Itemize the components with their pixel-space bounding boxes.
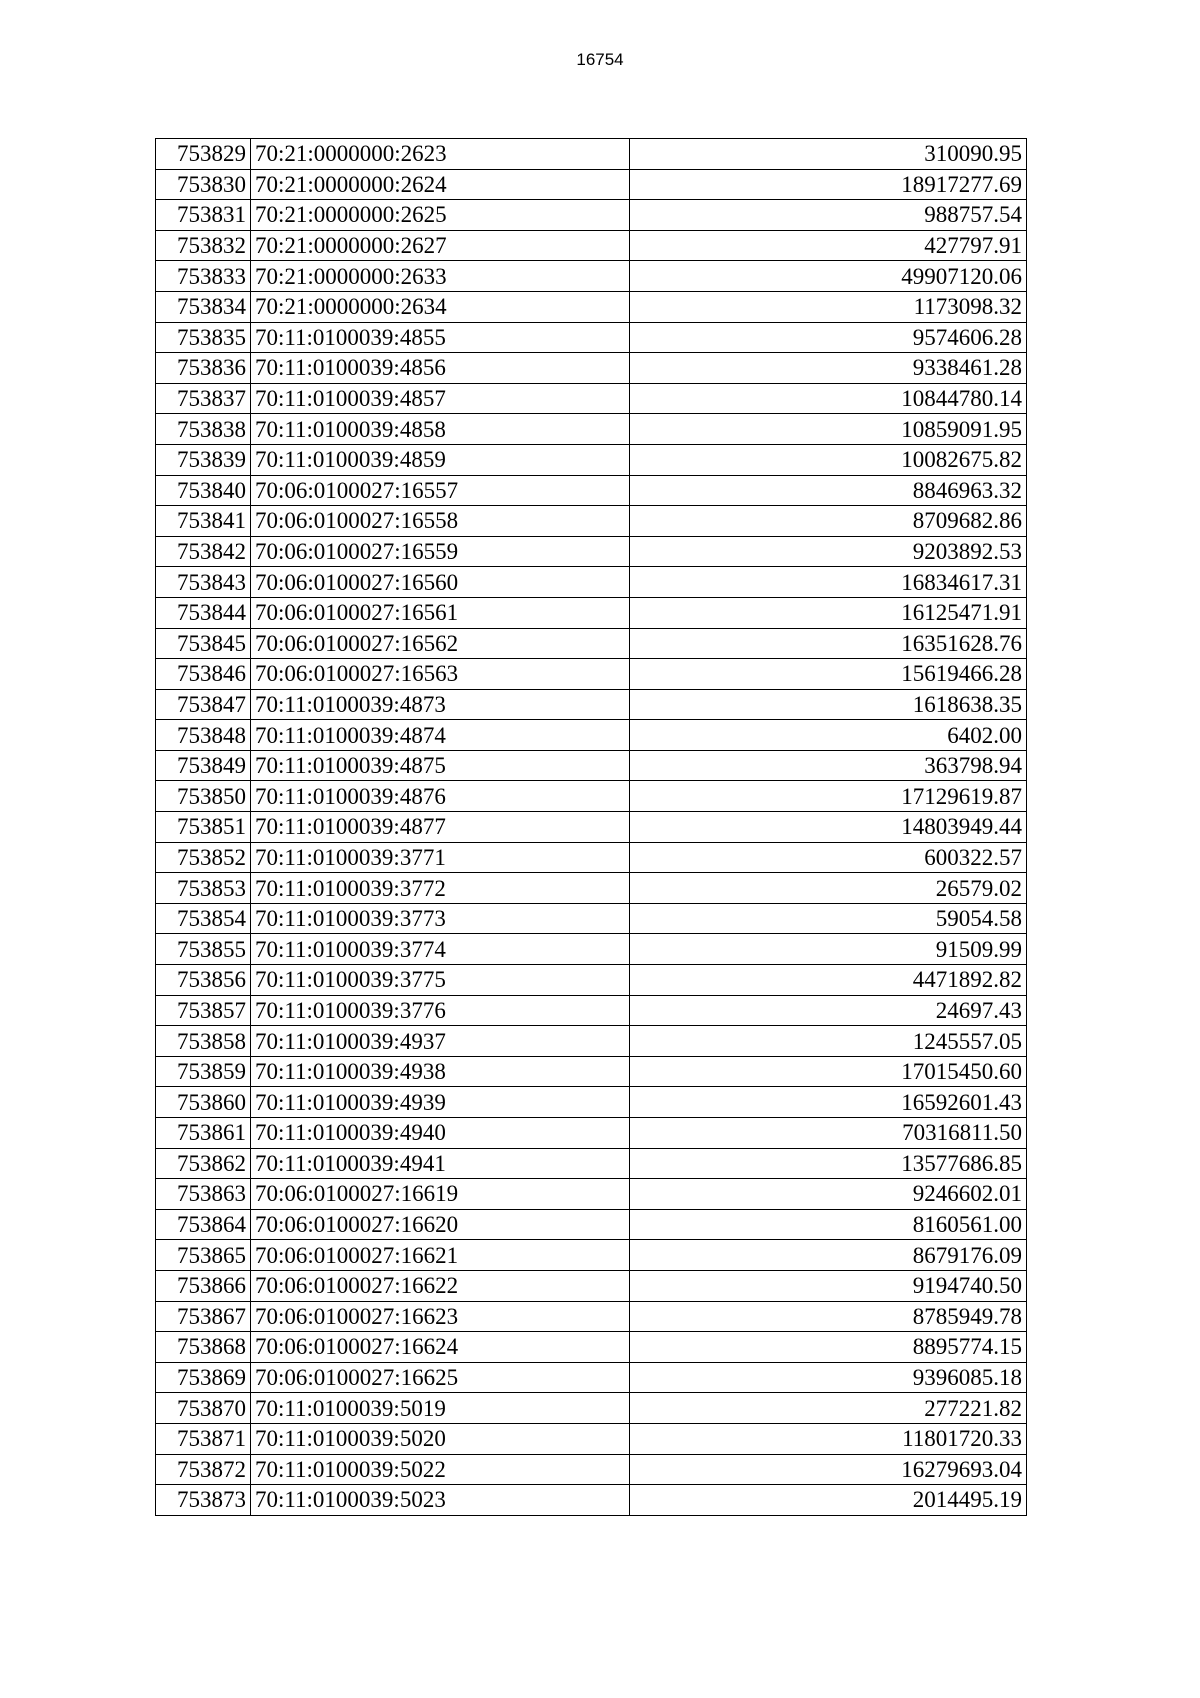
cadastral-number-cell: 70:11:0100039:4856 — [251, 353, 630, 384]
row-id-cell: 753845 — [156, 628, 251, 659]
table-row — [156, 1148, 1027, 1179]
cadastral-number-cell: 70:21:0000000:2627 — [251, 230, 630, 261]
row-id-cell: 753850 — [156, 781, 251, 812]
value-cell: 988757.54 — [630, 200, 1027, 231]
row-id-cell: 753861 — [156, 1118, 251, 1149]
row-id-cell: 753866 — [156, 1270, 251, 1301]
row-id-cell: 753844 — [156, 597, 251, 628]
table-row — [156, 414, 1027, 445]
table-row — [156, 965, 1027, 996]
table-row — [156, 1362, 1027, 1393]
cadastral-number-cell: 70:06:0100027:16560 — [251, 567, 630, 598]
cadastral-number-cell: 70:06:0100027:16623 — [251, 1301, 630, 1332]
value-cell: 1618638.35 — [630, 689, 1027, 720]
row-id-cell: 753847 — [156, 689, 251, 720]
value-cell: 59054.58 — [630, 903, 1027, 934]
table-row — [156, 1423, 1027, 1454]
table-row — [156, 1270, 1027, 1301]
value-cell: 49907120.06 — [630, 261, 1027, 292]
cadastral-number-cell: 70:11:0100039:3771 — [251, 842, 630, 873]
table-row — [156, 842, 1027, 873]
table-row — [156, 1026, 1027, 1057]
table-row — [156, 291, 1027, 322]
table-row — [156, 1454, 1027, 1485]
table-row — [156, 1087, 1027, 1118]
row-id-cell: 753854 — [156, 903, 251, 934]
value-cell: 10082675.82 — [630, 444, 1027, 475]
row-id-cell: 753857 — [156, 995, 251, 1026]
cadastral-number-cell: 70:21:0000000:2625 — [251, 200, 630, 231]
row-id-cell: 753832 — [156, 230, 251, 261]
row-id-cell: 753841 — [156, 506, 251, 537]
page-number: 16754 — [576, 50, 624, 69]
table-row — [156, 536, 1027, 567]
value-cell: 24697.43 — [630, 995, 1027, 1026]
value-cell: 91509.99 — [630, 934, 1027, 965]
table-row — [156, 506, 1027, 537]
row-id-cell: 753848 — [156, 720, 251, 751]
table-row — [156, 659, 1027, 690]
cadastral-number-cell: 70:11:0100039:3776 — [251, 995, 630, 1026]
value-cell: 13577686.85 — [630, 1148, 1027, 1179]
cadastral-number-cell: 70:06:0100027:16619 — [251, 1179, 630, 1210]
table-row — [156, 1209, 1027, 1240]
row-id-cell: 753835 — [156, 322, 251, 353]
value-cell: 8846963.32 — [630, 475, 1027, 506]
row-id-cell: 753855 — [156, 934, 251, 965]
value-cell: 11801720.33 — [630, 1423, 1027, 1454]
cadastral-number-cell: 70:06:0100027:16562 — [251, 628, 630, 659]
table-row — [156, 1179, 1027, 1210]
table-row — [156, 750, 1027, 781]
cadastral-number-cell: 70:06:0100027:16621 — [251, 1240, 630, 1271]
table-row — [156, 322, 1027, 353]
cadastral-number-cell: 70:11:0100039:3772 — [251, 873, 630, 904]
value-cell: 9338461.28 — [630, 353, 1027, 384]
table-row — [156, 934, 1027, 965]
table-row — [156, 1332, 1027, 1363]
value-cell: 9246602.01 — [630, 1179, 1027, 1210]
table-row — [156, 444, 1027, 475]
value-cell: 9194740.50 — [630, 1270, 1027, 1301]
cadastral-number-cell: 70:21:0000000:2634 — [251, 291, 630, 322]
table-row — [156, 597, 1027, 628]
row-id-cell: 753840 — [156, 475, 251, 506]
row-id-cell: 753834 — [156, 291, 251, 322]
cadastral-number-cell: 70:21:0000000:2623 — [251, 139, 630, 170]
cadastral-number-cell: 70:11:0100039:4855 — [251, 322, 630, 353]
value-cell: 16592601.43 — [630, 1087, 1027, 1118]
value-cell: 10844780.14 — [630, 383, 1027, 414]
cadastral-number-cell: 70:11:0100039:4938 — [251, 1056, 630, 1087]
cadastral-number-cell: 70:06:0100027:16558 — [251, 506, 630, 537]
value-cell: 17129619.87 — [630, 781, 1027, 812]
cadastral-number-cell: 70:11:0100039:4859 — [251, 444, 630, 475]
value-cell: 16351628.76 — [630, 628, 1027, 659]
value-cell: 600322.57 — [630, 842, 1027, 873]
table-row — [156, 995, 1027, 1026]
value-cell: 363798.94 — [630, 750, 1027, 781]
table-row — [156, 261, 1027, 292]
value-cell: 14803949.44 — [630, 812, 1027, 843]
cadastral-number-cell: 70:11:0100039:4877 — [251, 812, 630, 843]
row-id-cell: 753868 — [156, 1332, 251, 1363]
cadastral-number-cell: 70:11:0100039:4941 — [251, 1148, 630, 1179]
table-row — [156, 230, 1027, 261]
cadastral-number-cell: 70:11:0100039:4857 — [251, 383, 630, 414]
value-cell: 15619466.28 — [630, 659, 1027, 690]
cadastral-number-cell: 70:06:0100027:16624 — [251, 1332, 630, 1363]
value-cell: 18917277.69 — [630, 169, 1027, 200]
table-row — [156, 628, 1027, 659]
value-cell: 26579.02 — [630, 873, 1027, 904]
row-id-cell: 753873 — [156, 1485, 251, 1516]
cadastral-number-cell: 70:11:0100039:3774 — [251, 934, 630, 965]
table-row — [156, 812, 1027, 843]
row-id-cell: 753837 — [156, 383, 251, 414]
value-cell: 8895774.15 — [630, 1332, 1027, 1363]
cadastral-number-cell: 70:11:0100039:5019 — [251, 1393, 630, 1424]
value-cell: 17015450.60 — [630, 1056, 1027, 1087]
value-cell: 9396085.18 — [630, 1362, 1027, 1393]
row-id-cell: 753871 — [156, 1423, 251, 1454]
table-row — [156, 1301, 1027, 1332]
cadastral-number-cell: 70:06:0100027:16557 — [251, 475, 630, 506]
value-cell: 16834617.31 — [630, 567, 1027, 598]
value-cell: 9203892.53 — [630, 536, 1027, 567]
table-row — [156, 169, 1027, 200]
row-id-cell: 753830 — [156, 169, 251, 200]
value-cell: 9574606.28 — [630, 322, 1027, 353]
table-row — [156, 1485, 1027, 1516]
cadastral-number-cell: 70:21:0000000:2633 — [251, 261, 630, 292]
row-id-cell: 753846 — [156, 659, 251, 690]
row-id-cell: 753869 — [156, 1362, 251, 1393]
table-row — [156, 873, 1027, 904]
row-id-cell: 753843 — [156, 567, 251, 598]
cadastral-number-cell: 70:06:0100027:16620 — [251, 1209, 630, 1240]
table-row — [156, 475, 1027, 506]
row-id-cell: 753851 — [156, 812, 251, 843]
cadastral-number-cell: 70:11:0100039:4876 — [251, 781, 630, 812]
value-cell: 8709682.86 — [630, 506, 1027, 537]
table-row — [156, 689, 1027, 720]
table-row — [156, 1393, 1027, 1424]
value-cell: 10859091.95 — [630, 414, 1027, 445]
cadastral-number-cell: 70:06:0100027:16563 — [251, 659, 630, 690]
table-row — [156, 781, 1027, 812]
cadastral-number-cell: 70:11:0100039:4858 — [251, 414, 630, 445]
row-id-cell: 753831 — [156, 200, 251, 231]
cadastral-number-cell: 70:11:0100039:5022 — [251, 1454, 630, 1485]
row-id-cell: 753853 — [156, 873, 251, 904]
row-id-cell: 753872 — [156, 1454, 251, 1485]
row-id-cell: 753860 — [156, 1087, 251, 1118]
cadastral-number-cell: 70:11:0100039:3773 — [251, 903, 630, 934]
row-id-cell: 753863 — [156, 1179, 251, 1210]
cadastral-number-cell: 70:06:0100027:16559 — [251, 536, 630, 567]
cadastral-table — [155, 138, 1027, 1516]
row-id-cell: 753829 — [156, 139, 251, 170]
table-row — [156, 567, 1027, 598]
cadastral-number-cell: 70:11:0100039:5023 — [251, 1485, 630, 1516]
cadastral-number-cell: 70:11:0100039:4874 — [251, 720, 630, 751]
table-row — [156, 720, 1027, 751]
table-row — [156, 139, 1027, 170]
row-id-cell: 753858 — [156, 1026, 251, 1057]
table-row — [156, 903, 1027, 934]
cadastral-number-cell: 70:21:0000000:2624 — [251, 169, 630, 200]
cadastral-number-cell: 70:06:0100027:16625 — [251, 1362, 630, 1393]
row-id-cell: 753856 — [156, 965, 251, 996]
row-id-cell: 753862 — [156, 1148, 251, 1179]
cadastral-number-cell: 70:11:0100039:4937 — [251, 1026, 630, 1057]
row-id-cell: 753864 — [156, 1209, 251, 1240]
row-id-cell: 753865 — [156, 1240, 251, 1271]
value-cell: 277221.82 — [630, 1393, 1027, 1424]
value-cell: 1245557.05 — [630, 1026, 1027, 1057]
cadastral-number-cell: 70:11:0100039:4873 — [251, 689, 630, 720]
value-cell: 8679176.09 — [630, 1240, 1027, 1271]
value-cell: 1173098.32 — [630, 291, 1027, 322]
value-cell: 2014495.19 — [630, 1485, 1027, 1516]
value-cell: 70316811.50 — [630, 1118, 1027, 1149]
row-id-cell: 753833 — [156, 261, 251, 292]
cadastral-number-cell: 70:11:0100039:4875 — [251, 750, 630, 781]
table-row — [156, 1118, 1027, 1149]
value-cell: 8160561.00 — [630, 1209, 1027, 1240]
value-cell: 4471892.82 — [630, 965, 1027, 996]
value-cell: 16279693.04 — [630, 1454, 1027, 1485]
value-cell: 6402.00 — [630, 720, 1027, 751]
table-row — [156, 200, 1027, 231]
row-id-cell: 753867 — [156, 1301, 251, 1332]
cadastral-number-cell: 70:11:0100039:4940 — [251, 1118, 630, 1149]
value-cell: 427797.91 — [630, 230, 1027, 261]
table-row — [156, 1240, 1027, 1271]
cadastral-number-cell: 70:11:0100039:5020 — [251, 1423, 630, 1454]
row-id-cell: 753842 — [156, 536, 251, 567]
value-cell: 8785949.78 — [630, 1301, 1027, 1332]
value-cell: 16125471.91 — [630, 597, 1027, 628]
row-id-cell: 753849 — [156, 750, 251, 781]
cadastral-number-cell: 70:11:0100039:3775 — [251, 965, 630, 996]
table-row — [156, 1056, 1027, 1087]
row-id-cell: 753836 — [156, 353, 251, 384]
row-id-cell: 753852 — [156, 842, 251, 873]
cadastral-number-cell: 70:06:0100027:16561 — [251, 597, 630, 628]
row-id-cell: 753839 — [156, 444, 251, 475]
value-cell: 310090.95 — [630, 139, 1027, 170]
table-body — [156, 139, 1027, 1516]
row-id-cell: 753838 — [156, 414, 251, 445]
cadastral-number-cell: 70:11:0100039:4939 — [251, 1087, 630, 1118]
cadastral-number-cell: 70:06:0100027:16622 — [251, 1270, 630, 1301]
row-id-cell: 753870 — [156, 1393, 251, 1424]
row-id-cell: 753859 — [156, 1056, 251, 1087]
table-row — [156, 353, 1027, 384]
table-row — [156, 383, 1027, 414]
